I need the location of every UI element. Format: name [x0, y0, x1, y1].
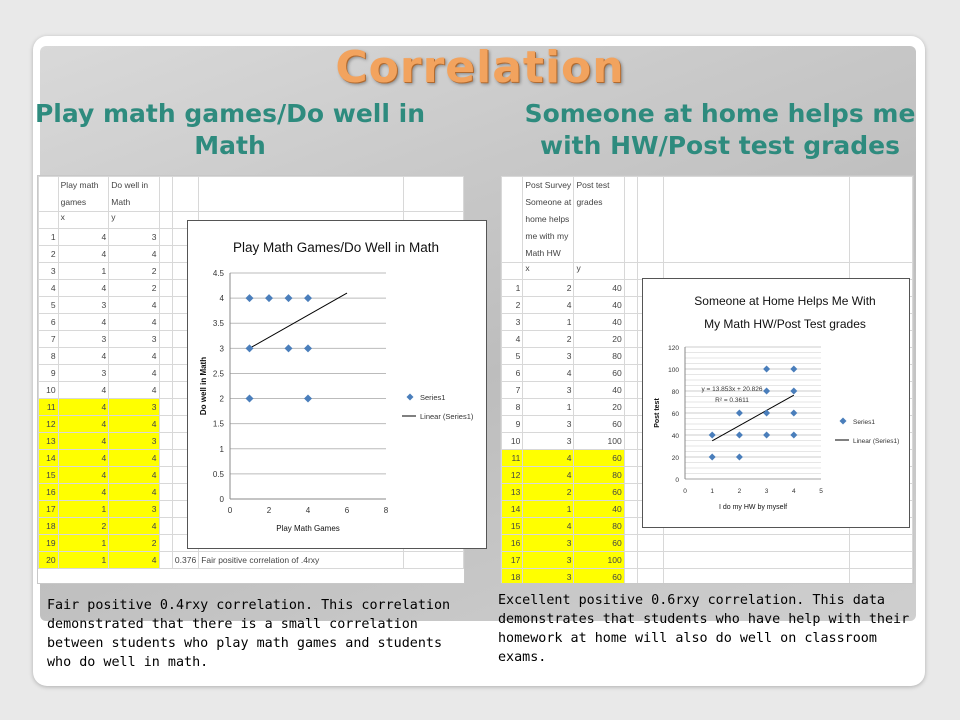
value-cell: 4 — [523, 467, 574, 484]
header-cell — [39, 212, 59, 229]
row-number-cell: 15 — [39, 467, 59, 484]
header-cell: x — [58, 212, 109, 229]
trendline-equation: R² = 0.3611 — [715, 397, 749, 404]
row-number-cell: 14 — [39, 450, 59, 467]
row-number-cell: 16 — [39, 484, 59, 501]
data-point — [790, 432, 797, 439]
y-tick-label: 40 — [671, 433, 679, 440]
empty-cell — [172, 177, 198, 212]
row-number-cell: 2 — [502, 297, 523, 314]
empty-cell — [159, 331, 172, 348]
value-cell: 4 — [58, 399, 109, 416]
header-row — [502, 263, 913, 280]
header-cell: Play math games — [58, 177, 109, 212]
data-point — [790, 366, 797, 373]
row-number-cell: 6 — [39, 314, 59, 331]
row-number-cell: 8 — [502, 399, 523, 416]
row-number-cell: 7 — [502, 382, 523, 399]
empty-cell — [624, 348, 637, 365]
left-heading: Play math games/Do well in Math — [34, 99, 426, 160]
y-tick-label: 0 — [675, 477, 679, 484]
row-number-cell: 12 — [39, 416, 59, 433]
legend-label: Linear (Series1) — [853, 438, 900, 445]
value-cell: 40 — [574, 280, 624, 297]
header-cell: y — [109, 212, 159, 229]
empty-cell — [159, 246, 172, 263]
header-cell: x — [523, 263, 574, 280]
value-cell: 3 — [523, 569, 574, 585]
empty-cell — [637, 552, 663, 569]
row-number-cell: 17 — [39, 501, 59, 518]
value-cell: 4 — [109, 365, 159, 382]
row-number-cell: 12 — [502, 467, 523, 484]
empty-cell — [403, 552, 463, 569]
empty-cell — [624, 450, 637, 467]
value-cell: 1 — [523, 501, 574, 518]
right-caption: Excellent positive 0.6rxy correlation. This data demonstrates that students who have help with their homework at home will also do well on classroom exams. — [498, 593, 910, 665]
x-axis-label: Play Math Games — [276, 524, 340, 533]
value-cell: 60 — [574, 535, 624, 552]
value-cell: 4 — [58, 314, 109, 331]
row-number-cell: 18 — [502, 569, 523, 585]
y-tick-label: 60 — [671, 411, 679, 418]
value-cell: 4 — [523, 450, 574, 467]
row-number-cell: 14 — [502, 501, 523, 518]
empty-cell — [624, 331, 637, 348]
value-cell: 2 — [109, 535, 159, 552]
header-cell: y — [574, 263, 624, 280]
trendline-equation: y = 13.853x + 20.826 — [701, 386, 763, 393]
empty-cell — [664, 569, 850, 585]
row-number-cell: 3 — [502, 314, 523, 331]
row-number-cell: 3 — [39, 263, 59, 280]
value-cell: 1 — [523, 399, 574, 416]
empty-cell — [624, 433, 637, 450]
empty-cell — [624, 535, 637, 552]
table-row — [39, 552, 464, 569]
empty-cell — [624, 416, 637, 433]
chart-title: My Math HW/Post Test grades — [704, 317, 866, 331]
value-cell: 1 — [58, 501, 109, 518]
data-point — [285, 344, 293, 352]
value-cell: 80 — [574, 518, 624, 535]
empty-cell — [624, 399, 637, 416]
row-number-cell: 5 — [39, 297, 59, 314]
header-row — [502, 177, 913, 263]
data-point — [736, 410, 743, 417]
empty-cell — [159, 297, 172, 314]
value-cell: 2 — [523, 280, 574, 297]
value-cell: 3 — [109, 501, 159, 518]
value-cell: 3 — [58, 365, 109, 382]
slide-title: Correlation — [335, 42, 625, 93]
value-cell: 4 — [523, 365, 574, 382]
empty-cell — [624, 552, 637, 569]
value-cell: 3 — [109, 229, 159, 246]
x-tick-label: 8 — [383, 506, 389, 515]
row-number-cell: 2 — [39, 246, 59, 263]
data-point — [246, 294, 254, 302]
y-tick-label: 0.5 — [212, 469, 224, 479]
value-cell: 4 — [109, 552, 159, 569]
value-cell: 4 — [109, 246, 159, 263]
value-cell: 4 — [58, 229, 109, 246]
header-cell — [39, 177, 59, 212]
row-number-cell: 8 — [39, 348, 59, 365]
y-tick-label: 4 — [219, 294, 224, 304]
value-cell: 40 — [574, 314, 624, 331]
empty-cell — [637, 177, 663, 263]
value-cell: 60 — [574, 416, 624, 433]
value-cell: 4 — [109, 518, 159, 535]
empty-cell — [199, 177, 404, 212]
value-cell: 3 — [523, 348, 574, 365]
legend-label: Series1 — [853, 419, 876, 426]
empty-cell — [624, 467, 637, 484]
empty-cell — [624, 484, 637, 501]
data-point — [763, 388, 770, 395]
table-row — [502, 552, 913, 569]
value-cell: 3 — [109, 433, 159, 450]
value-cell: 3 — [109, 331, 159, 348]
empty-cell — [403, 177, 463, 212]
row-number-cell: 19 — [39, 535, 59, 552]
value-cell: 4 — [109, 348, 159, 365]
header-cell — [502, 263, 523, 280]
empty-cell — [850, 552, 913, 569]
y-axis-label: Post test — [654, 398, 661, 428]
empty-cell — [624, 280, 637, 297]
data-point — [285, 294, 293, 302]
empty-cell — [159, 314, 172, 331]
legend-label: Linear (Series1) — [420, 412, 474, 421]
header-cell — [502, 177, 523, 263]
empty-cell — [159, 399, 172, 416]
empty-cell — [159, 535, 172, 552]
header-row — [39, 177, 464, 212]
value-cell: 3 — [58, 297, 109, 314]
header-cell: Post Survey Someone at home helps me with my Math HW — [523, 177, 574, 263]
empty-cell — [624, 263, 637, 280]
y-tick-label: 3 — [219, 344, 224, 354]
value-cell: 3 — [523, 535, 574, 552]
y-tick-label: 20 — [671, 455, 679, 462]
value-cell: 4 — [58, 433, 109, 450]
row-number-cell: 11 — [39, 399, 59, 416]
empty-cell — [159, 433, 172, 450]
value-cell: 4 — [523, 297, 574, 314]
value-cell: 2 — [58, 518, 109, 535]
empty-cell — [637, 535, 663, 552]
row-number-cell: 1 — [502, 280, 523, 297]
empty-cell — [159, 467, 172, 484]
x-tick-label: 0 — [227, 506, 233, 515]
value-cell: 4 — [523, 518, 574, 535]
data-point — [304, 395, 312, 403]
empty-cell — [159, 280, 172, 297]
empty-cell — [624, 177, 637, 263]
empty-cell — [159, 552, 172, 569]
value-cell: 4 — [109, 314, 159, 331]
empty-cell — [624, 569, 637, 585]
row-number-cell: 9 — [502, 416, 523, 433]
value-cell: 100 — [574, 552, 624, 569]
table-row — [502, 569, 913, 585]
header-cell: Do well in Math — [109, 177, 159, 212]
left-chart-svg — [188, 221, 486, 548]
value-cell: 4 — [109, 416, 159, 433]
value-cell: 4 — [109, 484, 159, 501]
value-cell: 4 — [58, 450, 109, 467]
right-heading: Someone at home helps me with HW/Post test grades — [524, 99, 916, 160]
empty-cell — [624, 518, 637, 535]
value-cell: 4 — [58, 382, 109, 399]
row-number-cell: 4 — [502, 331, 523, 348]
value-cell: 1 — [58, 552, 109, 569]
row-number-cell: 17 — [502, 552, 523, 569]
x-tick-label: 4 — [791, 488, 796, 495]
value-cell: 1 — [58, 263, 109, 280]
value-cell: 4 — [58, 280, 109, 297]
y-tick-label: 0 — [219, 495, 224, 504]
data-point — [790, 388, 797, 395]
row-number-cell: 20 — [39, 552, 59, 569]
value-cell: 4 — [109, 297, 159, 314]
right-chart-svg — [643, 279, 909, 527]
data-point — [790, 410, 797, 417]
left-caption: Fair positive 0.4rxy correlation. This correlation demonstrated that there is a small correlation between students who play math games and students who do well in math. — [47, 598, 451, 670]
x-tick-label: 6 — [344, 506, 350, 515]
row-number-cell: 5 — [502, 348, 523, 365]
table-row — [502, 535, 913, 552]
value-cell: 60 — [574, 569, 624, 585]
empty-cell — [159, 177, 172, 212]
value-cell: 3 — [523, 552, 574, 569]
value-cell: 100 — [574, 433, 624, 450]
empty-cell — [159, 501, 172, 518]
data-point — [709, 454, 716, 461]
value-cell: 40 — [574, 501, 624, 518]
y-tick-label: 4.5 — [212, 269, 224, 278]
y-tick-label: 3.5 — [212, 319, 224, 329]
row-number-cell: 4 — [39, 280, 59, 297]
y-tick-label: 2 — [219, 394, 224, 404]
value-cell: 60 — [574, 450, 624, 467]
empty-cell — [159, 518, 172, 535]
row-number-cell: 15 — [502, 518, 523, 535]
value-cell: 2 — [109, 263, 159, 280]
x-tick-label: 5 — [819, 488, 823, 495]
empty-cell — [159, 212, 172, 229]
y-tick-label: 80 — [671, 389, 679, 396]
empty-cell — [624, 382, 637, 399]
value-cell: 2 — [109, 280, 159, 297]
value-cell: 4 — [109, 467, 159, 484]
value-cell: 4 — [109, 450, 159, 467]
left-chart — [187, 220, 487, 549]
data-point — [763, 432, 770, 439]
value-cell: 3 — [523, 382, 574, 399]
empty-cell — [850, 535, 913, 552]
row-number-cell: 6 — [502, 365, 523, 382]
trendline — [250, 293, 348, 348]
empty-cell — [850, 177, 913, 263]
y-tick-label: 1 — [219, 444, 224, 454]
x-tick-label: 2 — [737, 488, 742, 495]
data-point — [763, 366, 770, 373]
value-cell: 3 — [523, 416, 574, 433]
x-tick-label: 2 — [266, 506, 272, 515]
x-tick-label: 4 — [305, 506, 311, 515]
x-tick-label: 1 — [710, 488, 715, 495]
value-cell: 4 — [58, 416, 109, 433]
value-cell: 60 — [574, 484, 624, 501]
value-cell: 20 — [574, 331, 624, 348]
row-number-cell: 18 — [39, 518, 59, 535]
right-chart — [642, 278, 910, 528]
row-number-cell: 13 — [502, 484, 523, 501]
chart-title: Play Math Games/Do Well in Math — [232, 240, 440, 255]
empty-cell — [624, 314, 637, 331]
value-cell: 4 — [109, 382, 159, 399]
y-tick-label: 1.5 — [212, 419, 224, 429]
data-point — [304, 294, 312, 302]
value-cell: 1 — [58, 535, 109, 552]
chart-title: Someone at Home Helps Me With — [694, 294, 876, 308]
value-cell: 60 — [574, 365, 624, 382]
value-cell: 3 — [109, 399, 159, 416]
row-number-cell: 16 — [502, 535, 523, 552]
correlation-value-cell: 0.376 — [172, 552, 198, 569]
row-number-cell: 7 — [39, 331, 59, 348]
correlation-text-cell: Fair positive correlation of .4rxy — [199, 552, 404, 569]
legend-label: Series1 — [420, 393, 446, 402]
empty-cell — [159, 484, 172, 501]
data-point — [736, 432, 743, 439]
row-number-cell: 1 — [39, 229, 59, 246]
row-number-cell: 11 — [502, 450, 523, 467]
data-point — [304, 344, 312, 352]
empty-cell — [159, 348, 172, 365]
legend-marker — [840, 418, 847, 425]
value-cell: 40 — [574, 382, 624, 399]
value-cell: 80 — [574, 348, 624, 365]
x-tick-label: 3 — [764, 488, 769, 495]
empty-cell — [159, 382, 172, 399]
value-cell: 4 — [58, 467, 109, 484]
empty-cell — [637, 263, 663, 280]
empty-cell — [664, 552, 850, 569]
empty-cell — [637, 569, 663, 585]
empty-cell — [159, 229, 172, 246]
empty-cell — [159, 416, 172, 433]
value-cell: 2 — [523, 331, 574, 348]
empty-cell — [624, 297, 637, 314]
y-tick-label: 120 — [668, 345, 679, 352]
x-tick-label: 0 — [683, 488, 687, 495]
empty-cell — [159, 450, 172, 467]
empty-cell — [664, 263, 850, 280]
value-cell: 1 — [523, 314, 574, 331]
legend-marker — [407, 394, 414, 401]
data-point — [246, 344, 254, 352]
value-cell: 4 — [58, 348, 109, 365]
value-cell: 4 — [58, 246, 109, 263]
empty-cell — [664, 535, 850, 552]
empty-cell — [850, 569, 913, 585]
empty-cell — [850, 263, 913, 280]
value-cell: 3 — [58, 331, 109, 348]
row-number-cell: 10 — [502, 433, 523, 450]
data-point — [265, 294, 273, 302]
empty-cell — [159, 263, 172, 280]
row-number-cell: 9 — [39, 365, 59, 382]
row-number-cell: 13 — [39, 433, 59, 450]
row-number-cell: 10 — [39, 382, 59, 399]
value-cell: 3 — [523, 433, 574, 450]
y-axis-label: Do well in Math — [199, 356, 208, 416]
empty-cell — [624, 365, 637, 382]
data-point — [246, 395, 254, 403]
value-cell: 4 — [58, 484, 109, 501]
value-cell: 20 — [574, 399, 624, 416]
empty-cell — [159, 365, 172, 382]
data-point — [709, 432, 716, 439]
data-point — [763, 410, 770, 417]
value-cell: 80 — [574, 467, 624, 484]
empty-cell — [624, 501, 637, 518]
header-cell: Post test grades — [574, 177, 624, 263]
y-tick-label: 100 — [668, 367, 679, 374]
empty-cell — [664, 177, 850, 263]
y-tick-label: 2.5 — [212, 369, 224, 379]
value-cell: 2 — [523, 484, 574, 501]
value-cell: 40 — [574, 297, 624, 314]
x-axis-label: I do my HW by myself — [718, 504, 788, 511]
data-point — [736, 454, 743, 461]
